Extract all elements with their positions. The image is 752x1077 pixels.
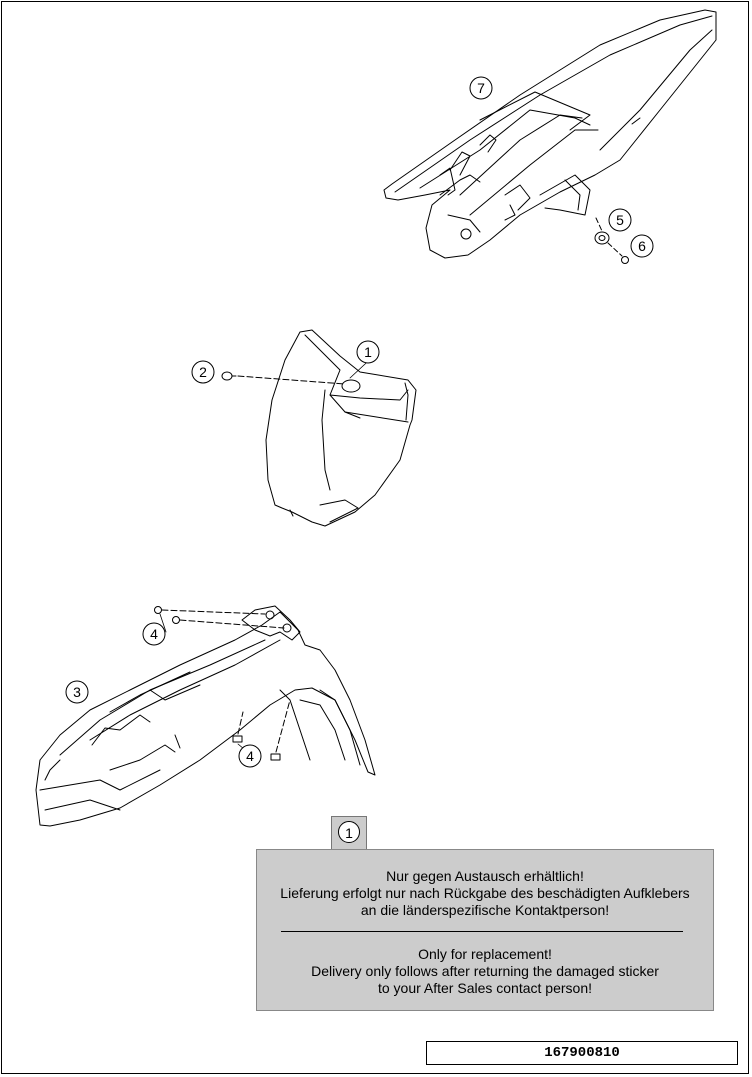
- callout-4-bottom-label: 4: [246, 748, 254, 764]
- callout-3-label: 3: [73, 684, 81, 700]
- callout-4-bottom: [239, 745, 261, 767]
- note-de-line-2: Lieferung erfolgt nur nach Rückgabe des beschädigten Aufklebers: [280, 885, 690, 901]
- callout-5: [609, 209, 631, 231]
- callout-7: [470, 77, 492, 99]
- front-fender: [36, 606, 375, 826]
- screw-plate: [222, 372, 236, 380]
- callout-1-label: 1: [364, 344, 372, 360]
- replacement-note: [256, 849, 714, 1011]
- callout-7-label: 7: [477, 80, 485, 96]
- note-de-line-3: an die länderspezifische Kontaktperson!: [360, 902, 610, 918]
- nut: [622, 257, 629, 264]
- screws-top: [155, 607, 180, 624]
- note-english: [257, 946, 713, 997]
- note-en-line-1: Only for replacement!: [418, 946, 552, 962]
- callout-6-label: 6: [638, 238, 646, 254]
- note-en-line-2: Delivery only follows after returning the damaged sticker: [311, 963, 659, 979]
- number-plate: [266, 330, 416, 526]
- drawing-code: 167900810: [426, 1041, 738, 1065]
- callout-5-label: 5: [616, 212, 624, 228]
- note-de-line-1: Nur gegen Austausch erhältlich!: [386, 868, 584, 884]
- note-en-line-3: to your After Sales contact person!: [377, 980, 592, 996]
- callout-2-label: 2: [199, 364, 207, 380]
- note-german: [257, 868, 713, 919]
- washer: [595, 232, 609, 244]
- note-tab-callout: 1: [338, 821, 360, 843]
- note-divider: [281, 931, 683, 932]
- callout-1: [357, 341, 379, 363]
- callout-3: [66, 681, 88, 703]
- callout-2: [192, 361, 214, 383]
- rear-fender: [384, 10, 716, 258]
- note-tab: [331, 816, 367, 850]
- callout-6: [631, 235, 653, 257]
- callout-4-top: [143, 623, 165, 645]
- callout-4-top-label: 4: [150, 626, 158, 642]
